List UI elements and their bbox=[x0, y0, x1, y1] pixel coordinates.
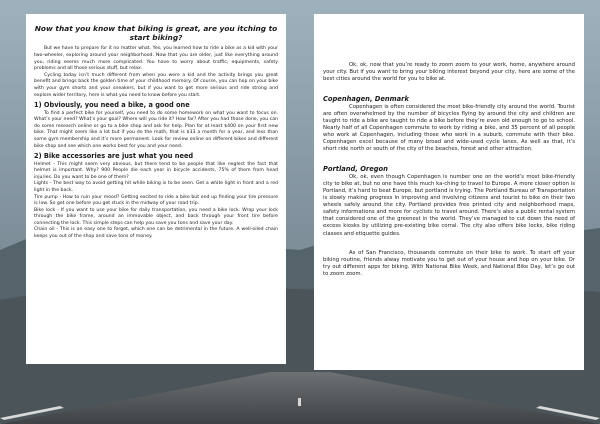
city-text-portland: Ok, ok, even though Copenhagen is number one on the world’s most bike-friendly city to bike at, but no one have this much ka-ching to travel to Europe. A more closer option is Portland, it’s hard to beat Europe, but portland is trying. The Portland Bureau of Transportation is slowly making progress in improving and involving citizens and tourist to bike on their two wheels safely around the city. Portland provides free printed city and neighborhood maps, safety informations and more for cyclists to travel around. There’s also a public rental system that considered one of the greenest in the world. They’ve managed to cut down the need of excess kiosks by utilizing pre-existing bike corral. The city also offers bike locks, bike riding classes and etiquette guides. bbox=[323, 173, 575, 237]
intro-paragraph-1: But we have to prepare for it no matter what. Yes, you learned how to ride a bike as a kid with your two-wheeler, exploring around your neighborhood. Now that you are older, just like everything around you, riding seems much more complicated. You have to worry about traffic, equipments, safety problems and all those serious stuff, but relax. bbox=[34, 46, 278, 72]
intro-paragraph-2: Cycling today isn’t much different from when you were a kid and the activity brings you great benefit and brings back the golden time of your childhood memory. Of course, you can hop on your bike with your gym shorts and your sneakers, but if you want to get more serious and ride strong and explore wider territory, here is what you need to know before you start. bbox=[34, 72, 278, 98]
city-text-copenhagen: Copenhagen is often considered the most bike-friendly city around the world. Tourist are often overwhelmed by the number of bicycles flying by around the city and children are taught to ride a bike are taught to ride a bike before they’re even old enough to go to school. Nearly half of all Copenhagen commute to work by riding a bike, and 35 percent of all people who work at Copenhagen, including those who work in a suburb, commute with their bike. Copenhagen excel because of many broad and wide-used cycle lanes. As well as that, it’s short ride north or south of the city of the beaches, forest and other attraction. bbox=[323, 103, 575, 153]
left-page bbox=[26, 14, 286, 364]
closing-paragraph: As of San Francisco, thousands commute on their bike to work. To start off your biking routine, friends alway motivate you to get out of your house and hop on your bike. Or try out different apps for biking. With National Bike Week, and National Bike Day, let’s go out to zoom zoom. bbox=[323, 249, 575, 277]
accessory-tire-pump: Tire pump - How to ruin your mood? Getting excited to ride a bike but end up finding your tire pressure is low. So get one before you get stuck in the midway of your road trip. bbox=[34, 194, 278, 207]
accessory-lights: Lights - The best way to avoid getting hit while biking is to be seen. Get a white light in front and a red light in the back. bbox=[34, 181, 278, 193]
section-1-text: To find a perfect bike for yourself, you need to do some homework on what you want to focus on. What’s your need? What’s your goal? Where will you ride it? How far? After you had those done, you can do some research online or go to a bike shop and ask for help. Plan for at least $400 on your first new bike. That might seem like a lot but if you do the math, that is $33 a month for a year, and less than some gym membership and it’s more permanent. Look for review online on different bikes and different bike shop and see which one works best for you and your need. bbox=[34, 110, 278, 149]
section-1-heading: 1) Obviously, you need a bike, a good one bbox=[34, 101, 190, 110]
accessory-chain-oil: Chain oil - This is an easy one to forget, which one can be detrimental in the future. A well-oiled chain keeps you out of the shop and save tons of money. bbox=[34, 227, 278, 240]
city-heading-portland: Portland, Oregon bbox=[323, 165, 388, 174]
accessory-bike-lock: Bike lock - If you want to use your bike for daily transportation, you need a bike lock. Wrap your lock through the bike frame, around an immovable object, and back through your front tire before connecting the lock. This simple steps can help you save you tons and save your day. bbox=[34, 207, 278, 226]
article-title: Now that you know that biking is great, are you itching to start biking? bbox=[34, 24, 278, 43]
right-intro-paragraph: Ok, ok, now that you’re ready to zoom zoom to your work, home, anywhere around your city. But if you want to bring your biking interest beyond your city, here are some of the best cities around the world for you to bike at. bbox=[323, 62, 575, 83]
right-page bbox=[314, 14, 584, 370]
city-heading-copenhagen: Copenhagen, Denmark bbox=[323, 95, 409, 104]
accessory-helmet: Helmet - This might seem very obvious, but there tend to be people that like neglect the fact that helmet is important. Why? 900 People die each year in bicycle accidents, 75% of them from head injuries. Do you want to be one of them? bbox=[34, 161, 278, 180]
section-2-heading: 2) Bike accessories are just what you need bbox=[34, 152, 194, 161]
